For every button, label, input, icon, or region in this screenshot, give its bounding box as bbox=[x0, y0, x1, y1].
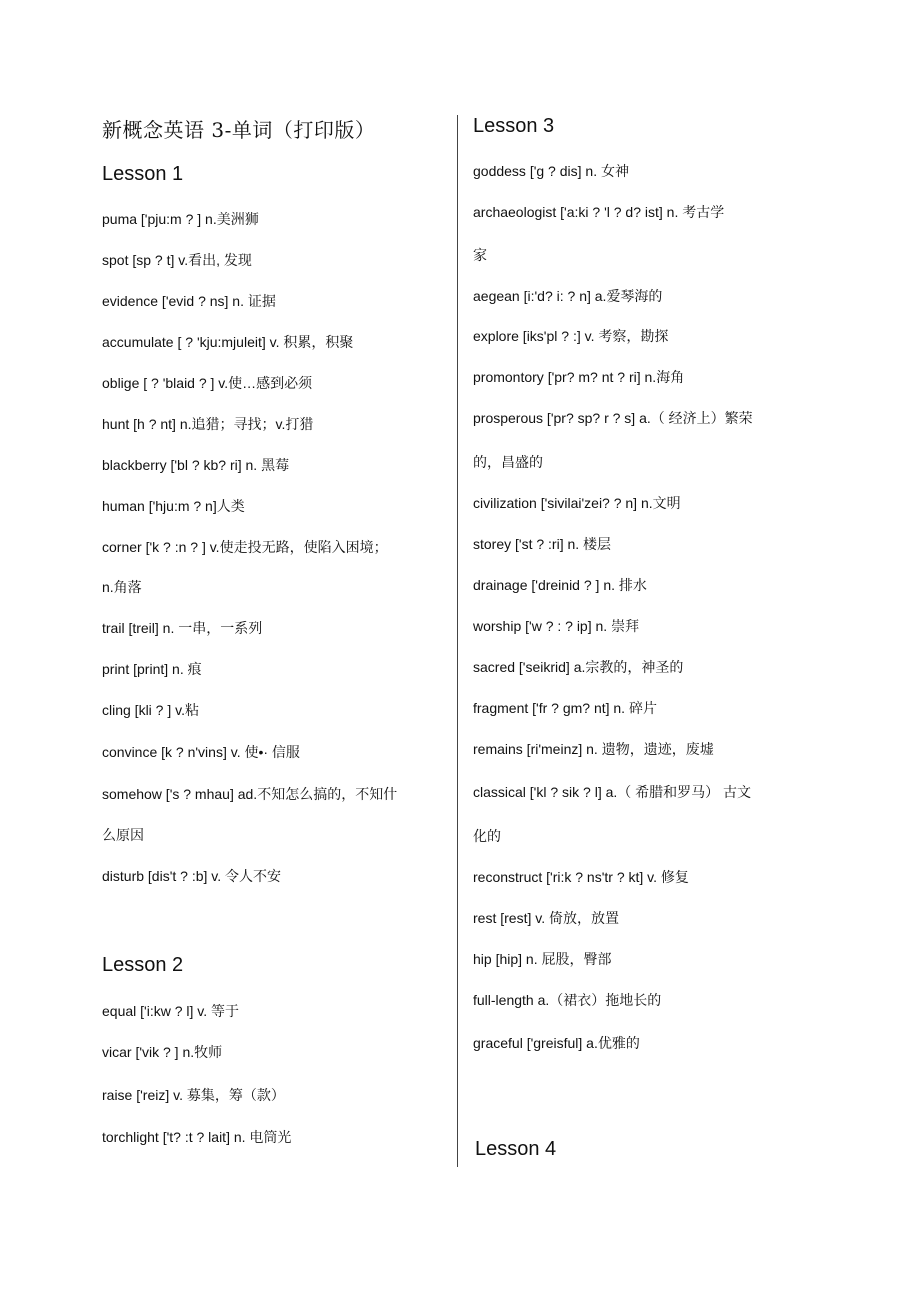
vocab-entry: graceful ['greisful] a.优雅的 bbox=[473, 1035, 640, 1051]
vocab-entry: convince [k ? n'vins] v. 使•· 信服 bbox=[102, 744, 300, 760]
vocab-entry: disturb [dis't ? :b] v. 令人不安 bbox=[102, 868, 282, 884]
vocab-entry: torchlight ['t? :t ? lait] n. 电筒光 bbox=[102, 1129, 292, 1145]
vocab-entry-continuation: n.角落 bbox=[102, 579, 142, 595]
vocab-entry: puma ['pju:m ? ] n.美洲狮 bbox=[102, 211, 259, 227]
lesson-3-heading: Lesson 3 bbox=[473, 115, 555, 137]
lesson-4-heading: Lesson 4 bbox=[475, 1138, 557, 1160]
vocab-entry: storey ['st ? :ri] n. 楼层 bbox=[473, 536, 612, 552]
vocab-entry: remains [ri'meinz] n. 遗物，遗迹，废墟 bbox=[473, 741, 714, 757]
vocab-entry: promontory ['pr? m? nt ? ri] n.海角 bbox=[473, 369, 685, 385]
vocab-entry-continuation: 化的 bbox=[473, 828, 501, 844]
vocab-entry: blackberry ['bl ? kb? ri] n. 黑莓 bbox=[102, 457, 290, 473]
vocab-entry: equal ['i:kw ? l] v. 等于 bbox=[102, 1003, 240, 1019]
vocab-entry: accumulate [ ? 'kju:mjuleit] v. 积累，积聚 bbox=[102, 334, 354, 350]
vocab-entry: oblige [ ? 'blaid ? ] v.使…感到必须 bbox=[102, 375, 313, 391]
vocab-entry: sacred ['seikrid] a.宗教的，神圣的 bbox=[473, 659, 684, 675]
vocab-entry: hip [hip] n. 屁股，臀部 bbox=[473, 951, 612, 967]
vocab-entry: trail [treil] n. 一串，一系列 bbox=[102, 620, 263, 636]
vocab-entry: civilization ['sivilai'zei? ? n] n.文明 bbox=[473, 495, 681, 511]
vocab-entry: rest [rest] v. 倚放，放置 bbox=[473, 910, 619, 926]
vocab-entry: aegean [i:'d? i: ? n] a.爱琴海的 bbox=[473, 288, 663, 304]
vocab-entry: evidence ['evid ? ns] n. 证据 bbox=[102, 293, 276, 309]
vocab-entry: cling [kli ? ] v.粘 bbox=[102, 702, 199, 718]
vocab-entry: drainage ['dreinid ? ] n. 排水 bbox=[473, 577, 647, 593]
vocab-entry: print [print] n. 痕 bbox=[102, 661, 202, 677]
vocab-entry: raise ['reiz] v. 募集，筹（款） bbox=[102, 1087, 285, 1103]
vocab-entry: vicar ['vik ? ] n.牧师 bbox=[102, 1044, 223, 1060]
column-divider bbox=[457, 115, 458, 1167]
vocab-entry: reconstruct ['ri:k ? ns'tr ? kt] v. 修复 bbox=[473, 869, 689, 885]
vocab-entry: full-length a.（裙衣）拖地长的 bbox=[473, 992, 662, 1008]
vocab-entry: goddess ['g ? dis] n. 女神 bbox=[473, 163, 629, 179]
vocab-entry: prosperous ['pr? sp? r ? s] a.（ 经济上）繁荣 bbox=[473, 410, 753, 426]
vocab-entry: classical ['kl ? sik ? l] a.（ 希腊和罗马） 古文 bbox=[473, 784, 752, 800]
vocab-entry: spot [sp ? t] v.看出, 发现 bbox=[102, 252, 252, 268]
vocab-entry-continuation: 家 bbox=[473, 247, 487, 263]
document-title: 新概念英语 3-单词（打印版） bbox=[102, 118, 376, 142]
vocab-entry-continuation: 么原因 bbox=[102, 827, 144, 843]
lesson-1-heading: Lesson 1 bbox=[102, 163, 184, 185]
vocab-entry: human ['hju:m ? n]人类 bbox=[102, 498, 245, 514]
vocab-entry: hunt [h ? nt] n.追猎；寻找；v.打猎 bbox=[102, 416, 314, 432]
vocab-entry: fragment ['fr ? gm? nt] n. 碎片 bbox=[473, 700, 657, 716]
vocab-entry: corner ['k ? :n ? ] v.使走投无路，使陷入困境； bbox=[102, 539, 388, 555]
vocab-entry: somehow ['s ? mhau] ad.不知怎么搞的，不知什 bbox=[102, 786, 398, 802]
vocab-entry: explore [iks'pl ? :] v. 考察，勘探 bbox=[473, 328, 669, 344]
vocab-entry-continuation: 的，昌盛的 bbox=[473, 454, 543, 470]
vocab-entry: worship ['w ? : ? ip] n. 崇拜 bbox=[473, 618, 640, 634]
lesson-2-heading: Lesson 2 bbox=[102, 954, 184, 976]
vocab-entry: archaeologist ['a:ki ? 'l ? d? ist] n. 考古学 bbox=[473, 204, 725, 220]
